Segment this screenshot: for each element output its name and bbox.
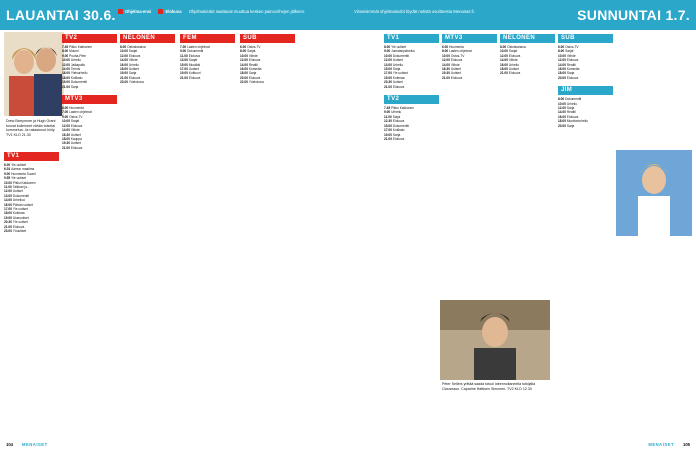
left-page-number: 104 [6, 442, 13, 447]
program-title: Yle uutiset [11, 163, 26, 167]
program-title: Uutiset [188, 67, 199, 72]
program-time: 10.00 [62, 58, 71, 63]
program-time: 6.03 [4, 167, 12, 172]
left-legend [118, 9, 311, 14]
program-time: 14.00 [558, 62, 567, 67]
program-list [384, 106, 439, 141]
program-title: Sarjat [70, 119, 80, 124]
program-title: Lasten ohjelmat [449, 49, 472, 54]
program-title: Yle uutiset [392, 71, 408, 76]
program-title: Ostoskanava [127, 45, 146, 49]
program-title: Sarjat [247, 49, 256, 54]
program-time: 19.30 [62, 141, 71, 146]
program-time: 19.00 [384, 75, 393, 80]
legend-note: Ohjelmatiedot saattavat muuttua kesken painovirhejen jälkeen. [188, 9, 306, 14]
right-schedule [348, 32, 696, 440]
program-list [62, 106, 117, 150]
program-title: Kotikatu [70, 75, 83, 80]
channel-header: TV2 [384, 95, 439, 104]
left-footer [0, 440, 348, 450]
program-title: Jumalanpalvelus [391, 49, 415, 54]
program-title: Urheilu [392, 62, 403, 67]
program-title: Uutiset [128, 67, 139, 72]
program-title: Dokumentti [12, 193, 29, 198]
program-time: 8.00 [62, 49, 70, 54]
program-time: 7.00 [62, 110, 70, 115]
legend-premiere: Ohjelma-ensi [118, 9, 151, 14]
program-time: 18.00 [4, 211, 13, 216]
program-title: Viihde [450, 62, 460, 67]
program-time: 21.00 [62, 145, 71, 150]
left-photo-caption: Drew Barrymore ja Hugh Grant tuovat kolleineet vähän toiselai kummelua. Ja rakastunut hiiriy. TV1 KLO 21.30 [4, 117, 64, 139]
program-time: 12.00 [240, 58, 249, 63]
program-item [384, 137, 439, 141]
program-time: 6.00 [558, 45, 566, 49]
program-time: 9.00 [384, 49, 392, 54]
program-title: Viihde [128, 58, 138, 63]
program-title: Elokuva [188, 53, 201, 58]
program-time: 18.00 [120, 67, 129, 72]
program-list [500, 45, 555, 76]
left-schedule [0, 32, 348, 440]
program-title: Musiikki [188, 62, 201, 67]
program-title: Ostoskanava [507, 45, 526, 49]
program-title: Elokuva [566, 114, 579, 119]
program-time: 12.00 [558, 106, 567, 111]
program-title: Elokuva [392, 136, 405, 141]
program-title: Yöelokuva [128, 80, 144, 85]
program-time: 10.00 [120, 49, 129, 54]
right-legend: Viimeisimmät ohjelmatiedot löydät netistä osoitteesta Menaiset.fi. [354, 9, 475, 14]
program-time: 12.00 [62, 123, 71, 128]
program-title: Komedia [566, 67, 580, 72]
program-time: 16.00 [120, 62, 129, 67]
program-time: 10.00 [442, 53, 451, 58]
program-time: 10.00 [558, 101, 567, 106]
program-list [384, 45, 439, 89]
movie-marker-icon [158, 9, 163, 14]
program-title: Pikku Kakkonen [391, 106, 414, 111]
program-time: 19.30 [442, 71, 451, 76]
program-title: Komedia [248, 67, 262, 72]
program-title: Sarja [392, 114, 401, 119]
program-title: Yle uutiset [11, 176, 26, 181]
program-title: Elokuva [508, 71, 521, 76]
program-time: 9.00 [180, 49, 188, 54]
program-time: 9.00 [62, 53, 70, 58]
program-time: 8.00 [500, 45, 508, 49]
program-title: Dokumentti [187, 49, 204, 54]
legend-highlight: Elokuva [158, 9, 181, 14]
premiere-marker-icon [118, 9, 123, 14]
right-col-3 [558, 32, 613, 440]
program-time: 16.30 [442, 67, 451, 72]
program-time: 14.00 [500, 58, 509, 63]
program-time: 18.00 [62, 136, 71, 141]
program-title: Sarja [248, 71, 257, 76]
program-time: 7.45 [62, 45, 70, 49]
program-time: 17.00 [384, 71, 393, 76]
program-title: Elokuva [392, 84, 405, 89]
program-time: 16.00 [240, 67, 249, 72]
program-title: Sarja [392, 67, 401, 72]
program-title: Jalkapallo [70, 62, 86, 67]
program-title: Dokumentti [392, 53, 409, 58]
program-item [442, 76, 497, 80]
program-title: Päivän uutiset [12, 202, 33, 207]
program-title: Kauppa [70, 136, 82, 141]
program-time: 6.00 [442, 45, 450, 49]
program-title: Elokuva [566, 75, 579, 80]
program-title: Yle uutiset [12, 207, 28, 212]
channel-header: SUB [558, 34, 613, 43]
program-title: Yle uutiset [12, 220, 28, 225]
program-time: 6.00 [240, 45, 248, 49]
program-title: Aamun maailma [11, 167, 35, 172]
program-title: Urheilu [128, 62, 139, 67]
program-title: Kotimaa [392, 75, 405, 80]
program-title: Uutiset [450, 67, 461, 72]
program-title: Ostos-TV [69, 114, 83, 119]
program-time: 8.00 [384, 45, 392, 49]
program-title: Elokuva [248, 75, 261, 80]
program-time: 6.00 [62, 106, 70, 111]
program-time: 18.00 [558, 71, 567, 76]
right-col-2 [500, 32, 555, 440]
channel-header: MTV3 [442, 34, 497, 43]
program-time: 20.00 [558, 123, 567, 128]
program-time: 8.00 [240, 49, 248, 54]
program-title: Puuha-Pete [69, 53, 86, 58]
program-time: 21.00 [384, 136, 393, 141]
program-time: 14.00 [62, 128, 71, 133]
program-title: Sarja [566, 106, 575, 111]
program-title: Urheilu [566, 101, 577, 106]
program-title: Viihde [566, 53, 576, 58]
program-time: 9.00 [62, 114, 70, 119]
program-title: Uutiset [12, 189, 23, 194]
program-time: 10.00 [558, 53, 567, 58]
program-time: 14.00 [120, 58, 129, 63]
left-col-1 [62, 32, 117, 440]
program-title: Sarja [392, 132, 401, 137]
right-photo-caption: Peter Sellers yrittää saada totuoi ideennoitaneella tutkijalla Clouseaun. Caparine Hattisen Simonen. TV2 KLO 12.30 [440, 380, 550, 393]
channel-header: JIM [558, 86, 613, 95]
program-title: Sarja [70, 84, 79, 89]
program-time: 7.45 [384, 106, 392, 111]
program-time: 21.00 [180, 75, 189, 80]
program-time: 19.00 [120, 71, 129, 76]
program-time: 15.00 [384, 67, 393, 72]
program-title: Ostos-TV [565, 45, 579, 49]
program-title: Sarjat [508, 49, 518, 54]
channel-header: TV1 [4, 152, 59, 161]
program-title: Sarjat [128, 49, 138, 54]
program-time: 14.00 [240, 62, 249, 67]
program-title: Pikku Kakkonen [69, 45, 92, 49]
program-time: 21.00 [384, 84, 393, 89]
left-day-title: LAUANTAI 30.6. [6, 7, 116, 23]
program-title: Uutiset [392, 80, 403, 85]
program-time: 12.00 [384, 58, 393, 63]
program-title: Dokumentti [565, 97, 582, 102]
program-time: 17.00 [384, 128, 393, 133]
program-time: 21.00 [500, 71, 509, 76]
program-item [120, 80, 175, 84]
program-title: Muumi [69, 49, 79, 54]
program-title: Uutiset [392, 58, 403, 63]
program-time: 19.00 [180, 71, 189, 76]
right-col-1 [442, 32, 497, 440]
program-time: 20.30 [384, 80, 393, 85]
left-header-bar [0, 0, 348, 30]
program-time: 7.00 [180, 45, 188, 49]
program-title: Huomenta [449, 45, 464, 49]
program-title: Lasten ohjelmat [187, 45, 210, 49]
program-title: Elokuva [450, 75, 463, 80]
program-title: Viihde [248, 53, 258, 58]
program-title: Huomenta Suomi [11, 171, 36, 176]
right-page [348, 0, 696, 450]
program-title: Elokuva [392, 119, 405, 124]
program-list [62, 45, 117, 89]
program-title: Uutiset [70, 132, 81, 137]
program-title: Kotikatu [392, 128, 405, 133]
program-time: 8.00 [442, 49, 450, 54]
channel-header: SUB [240, 34, 295, 43]
program-title: Alueuutiset [12, 215, 29, 220]
program-time: 11.00 [384, 114, 393, 119]
program-item [558, 124, 613, 128]
program-list [558, 45, 613, 80]
program-item [62, 85, 117, 89]
left-col-4 [240, 32, 295, 440]
program-time: 19.00 [384, 132, 393, 137]
right-day-title: SUNNUNTAI 1.7. [577, 7, 690, 23]
program-title: Dokumentti [70, 80, 87, 85]
program-title: Dokumentti [392, 123, 409, 128]
left-col-0 [4, 150, 59, 440]
program-title: Uutiset [70, 141, 81, 146]
program-title: Elokuva [12, 224, 25, 229]
program-time: 16.00 [558, 114, 567, 119]
program-title: Uutiset [450, 71, 461, 76]
program-list [442, 45, 497, 80]
program-title: Realiti [248, 62, 258, 67]
program-time: 23.00 [120, 80, 129, 85]
program-time: 18.00 [62, 75, 71, 80]
program-title: Ostos-TV [247, 45, 261, 49]
program-list [4, 163, 59, 234]
program-item [4, 229, 59, 233]
program-title: Tennis [70, 67, 81, 72]
program-time: 21.00 [62, 84, 71, 89]
channel-header: NELONEN [500, 34, 555, 43]
left-magazine-name: MENAISET [22, 442, 48, 447]
program-item [240, 80, 295, 84]
program-time: 10.00 [384, 53, 393, 58]
program-time: 13.00 [4, 193, 13, 198]
program-title: Uutiset [508, 67, 519, 72]
program-time: 12.00 [558, 58, 567, 63]
program-title: Elokuva [450, 58, 463, 63]
program-title: Pikku Kakkonen [12, 180, 36, 185]
channel-header: TV1 [384, 34, 439, 43]
program-title: Elokuva [70, 123, 83, 128]
program-time: 11.00 [4, 185, 13, 190]
program-title: Talkkari ja... [12, 185, 30, 190]
program-title: Urheilua [12, 198, 25, 203]
program-item [500, 71, 555, 75]
program-time: 12.00 [500, 53, 509, 58]
program-time: 16.00 [558, 67, 567, 72]
channel-header: NELONEN [120, 34, 175, 43]
program-time: 15.00 [180, 62, 189, 67]
program-time: 12.00 [62, 62, 71, 67]
right-magazine-name: MENAISET [648, 442, 674, 447]
program-list [558, 97, 613, 128]
program-time: 6.00 [4, 163, 12, 167]
program-title: Realiti [566, 62, 576, 67]
program-time: 10.00 [500, 49, 509, 54]
program-title: Viihde [70, 128, 80, 133]
program-title: Lasten ohjelmat [69, 110, 92, 115]
program-title: Elokuva [248, 58, 261, 63]
program-time: 19.00 [62, 80, 71, 85]
program-title: Kotimaa [12, 211, 25, 216]
program-item [384, 85, 439, 89]
program-title: Sarjat [188, 58, 198, 63]
program-title: Yöuutiset [12, 229, 27, 234]
right-page-number: 105 [683, 442, 690, 447]
channel-header: FEM [180, 34, 235, 43]
program-title: Urheilu [508, 62, 519, 67]
program-title: Urheilu [70, 58, 81, 63]
program-time: 10.00 [62, 119, 71, 124]
program-title: Kulttuuri [188, 71, 201, 76]
program-time: 20.30 [4, 220, 13, 225]
program-time: 16.00 [500, 62, 509, 67]
program-title: Yöelokuva [248, 80, 264, 85]
left-col-3 [180, 32, 235, 440]
program-time: 9.00 [384, 110, 392, 115]
program-time: 17.00 [4, 207, 13, 212]
program-title: Realiti [566, 110, 576, 115]
program-time: 12.00 [120, 53, 129, 58]
program-time: 18.00 [500, 67, 509, 72]
program-title: Yle uutiset [391, 45, 406, 49]
program-title: Elokuva [128, 53, 141, 58]
right-col-0 [384, 32, 439, 440]
program-time: 12.00 [442, 58, 451, 63]
program-time: 18.00 [240, 71, 249, 76]
right-header-bar [348, 0, 696, 30]
program-title: Huomenta [69, 106, 84, 111]
program-title: Sarja [566, 123, 575, 128]
program-time: 8.00 [558, 49, 566, 54]
program-list [120, 45, 175, 85]
program-time: 9.00 [4, 171, 12, 176]
program-time: 21.00 [442, 75, 451, 80]
program-list [180, 45, 235, 80]
program-time: 13.00 [384, 62, 393, 67]
left-col-2 [120, 32, 175, 440]
program-title: Sarjat [565, 49, 574, 54]
program-time: 22.00 [240, 80, 249, 85]
program-title: Elokuva [128, 75, 141, 80]
program-time: 15.00 [384, 123, 393, 128]
program-title: Elokuva [566, 58, 579, 63]
program-item [558, 76, 613, 80]
program-time: 21.00 [120, 75, 129, 80]
program-time: 20.00 [240, 75, 249, 80]
program-list [240, 45, 295, 85]
program-title: Sarja [128, 71, 137, 76]
right-footer [348, 440, 696, 450]
program-time: 21.00 [4, 224, 13, 229]
program-title: Viihde [508, 58, 518, 63]
program-time: 13.00 [180, 58, 189, 63]
program-time: 14.00 [558, 110, 567, 115]
program-title: Elokuva [70, 145, 83, 150]
program-time: 11.00 [180, 53, 189, 58]
program-time: 23.00 [4, 229, 13, 234]
program-title: Elokuva [188, 75, 201, 80]
program-title: Moottoriurheilu [566, 119, 588, 124]
program-time: 16.00 [4, 202, 13, 207]
program-time: 10.00 [240, 53, 249, 58]
program-time: 8.00 [120, 45, 128, 49]
program-time: 10.00 [4, 180, 13, 185]
program-title: Urheilu [391, 110, 402, 115]
program-title: Elokuva [508, 53, 521, 58]
program-title: Ostos-TV [450, 53, 465, 58]
program-title: Yleisurheilu [70, 71, 88, 76]
program-time: 14.00 [442, 62, 451, 67]
program-time: 16.30 [62, 132, 71, 137]
program-time: 17.00 [180, 67, 189, 72]
program-title: Sarja [566, 71, 575, 76]
program-time: 8.00 [558, 97, 566, 102]
program-time: 19.00 [4, 215, 13, 220]
program-item [62, 146, 117, 150]
program-time: 14.00 [4, 198, 13, 203]
program-time: 12.00 [4, 189, 13, 194]
channel-header: MTV3 [62, 95, 117, 104]
program-time: 16.00 [62, 71, 71, 76]
program-time: 12.30 [384, 119, 393, 124]
program-time: 18.00 [558, 119, 567, 124]
program-item [180, 76, 235, 80]
program-time: 9.55 [4, 176, 12, 181]
program-time: 20.00 [558, 75, 567, 80]
program-time: 14.00 [62, 67, 71, 72]
channel-header: TV2 [62, 34, 117, 43]
